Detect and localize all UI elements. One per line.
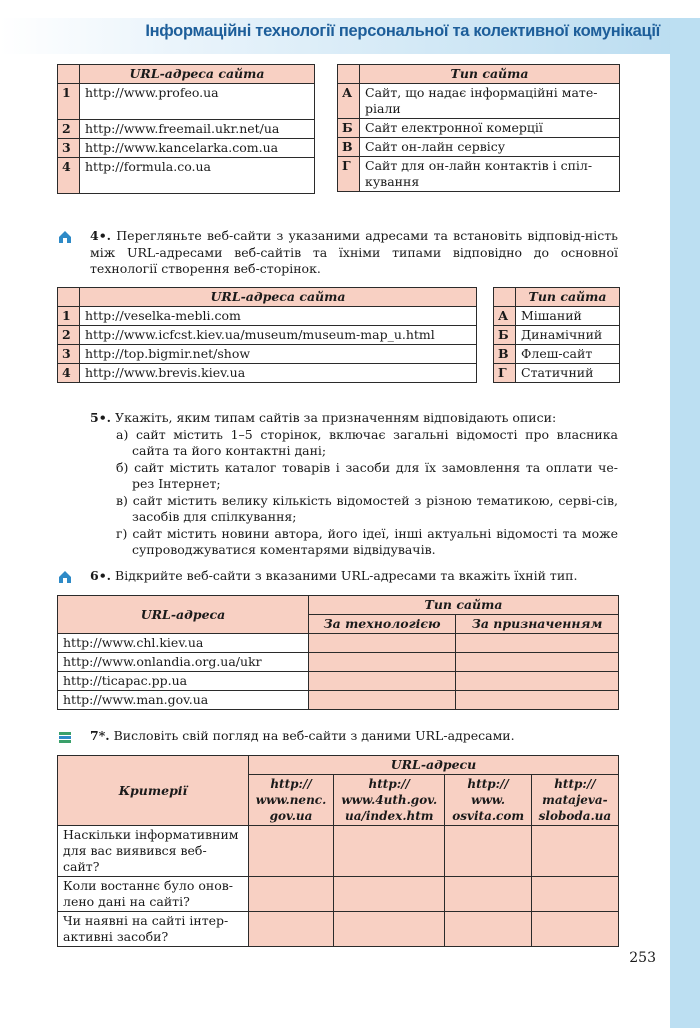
table-row-num: 3: [58, 345, 80, 364]
table2-type-header: Тип сайта: [516, 288, 620, 307]
task6: [90, 568, 618, 585]
table1-type-header: Тип сайта: [360, 65, 620, 84]
table2-url-header: URL-адреса сайта: [80, 288, 477, 307]
table-cell-empty: [456, 672, 619, 691]
table4-criteria-header: Критерії: [58, 756, 249, 826]
table-row-num: 2: [58, 326, 80, 345]
task7: [90, 728, 618, 745]
table-row-url: http://ticapac.pp.ua: [58, 672, 309, 691]
table-row-criterion: Коли востаннє було онов-лено дані на сайті?: [58, 877, 249, 912]
discussion-task-icon: [58, 730, 72, 744]
side-bar-top: [670, 0, 700, 18]
computer-task-icon: [58, 230, 72, 244]
table2-corner: [58, 288, 80, 307]
table-cell-empty: [334, 826, 445, 877]
computer-task-icon: [58, 570, 72, 584]
table4: [57, 755, 619, 947]
table-row-url: http://www.icfcst.kiev.ua/museum/museum-map_u.html: [80, 326, 477, 345]
task5-number: 5•.: [90, 410, 112, 425]
table-row-letter: Г: [494, 364, 516, 383]
table1-types-corner: [338, 65, 360, 84]
table-row-type: Сайт, що надає інформаційні мате- ріали: [360, 84, 620, 119]
task6-number: 6•.: [90, 568, 112, 583]
list-item: а) сайт містить 1–5 сторінок, включає загальні відомості про власника сайта та його контактні дані;: [116, 426, 618, 458]
table-row-letter: Г: [338, 157, 360, 192]
side-bar: [670, 0, 700, 1028]
list-item: г) сайт містить новини автора, його ідеї, інші актуальні відомості та може супроводжуватися коментарями відвідувачів.: [116, 525, 618, 557]
table-row-type: Сайт електронної комерції: [360, 119, 620, 138]
table-cell-empty: [334, 912, 445, 947]
table-row-url: http://top.bigmir.net/show: [80, 345, 477, 364]
table-cell-empty: [334, 877, 445, 912]
table2-types-corner: [494, 288, 516, 307]
table-row-num: 1: [58, 84, 80, 120]
table-row-url: http://www.brevis.kiev.ua: [80, 364, 477, 383]
task7-number: 7*.: [90, 728, 110, 743]
table3-tech-header: За технологією: [309, 615, 456, 634]
table-row-num: 4: [58, 364, 80, 383]
table3-type-header: Тип сайта: [309, 596, 619, 615]
table-row-type: Сайт он-лайн сервісу: [360, 138, 620, 157]
table4-url-col: http:// www.nenc. gov.ua: [249, 775, 334, 826]
table-cell-empty: [456, 634, 619, 653]
table-cell-empty: [531, 826, 618, 877]
task4: [90, 228, 618, 278]
table-cell-empty: [531, 877, 618, 912]
table-cell-empty: [456, 653, 619, 672]
table-row-num: 3: [58, 139, 80, 158]
task4-number: 4•.: [90, 228, 112, 243]
table-cell-empty: [456, 691, 619, 710]
page-number: 253: [629, 950, 656, 966]
task4-text: Перегляньте веб-сайти з указаними адресами та встановіть відповід-ність між URL-адресами веб-сайтів та їхніми типами відповідно до основної технології створення веб-сторінок.: [90, 228, 618, 276]
table-row-url: http://www.onlandia.org.ua/ukr: [58, 653, 309, 672]
table-row-type: Статичний: [516, 364, 620, 383]
table-row-url: http://formula.co.ua: [80, 158, 315, 194]
table-cell-empty: [445, 877, 531, 912]
table-row-letter: А: [338, 84, 360, 119]
table-row-letter: В: [338, 138, 360, 157]
table-row-type: Динамічний: [516, 326, 620, 345]
table-row-url: http://www.kancelarka.com.ua: [80, 139, 315, 158]
table-cell-empty: [309, 653, 456, 672]
table-row-url: http://www.man.gov.ua: [58, 691, 309, 710]
task7-text: Висловіть свій погляд на веб-сайти з даними URL-адресами.: [113, 728, 515, 743]
table-row-criterion: Наскільки інформативним для вас виявився веб-сайт?: [58, 826, 249, 877]
table4-url-col: http:// matajeva- sloboda.ua: [531, 775, 618, 826]
table-cell-empty: [249, 912, 334, 947]
task5-intro: Укажіть, яким типам сайтів за призначенням відповідають описи:: [115, 410, 557, 425]
list-item: б) сайт містить каталог товарів і засоби для їх замовлення та оплати че-рез Інтернет;: [116, 459, 618, 491]
table4-url-col: http:// www.4uth.gov. ua/index.htm: [334, 775, 445, 826]
table3: [57, 595, 619, 710]
table-row-type: Сайт для он-лайн контактів і спіл- кування: [360, 157, 620, 192]
task5-list: [116, 427, 618, 559]
table-row-criterion: Чи наявні на сайті інтер-активні засоби?: [58, 912, 249, 947]
table-cell-empty: [445, 826, 531, 877]
table-cell-empty: [531, 912, 618, 947]
table-row-letter: А: [494, 307, 516, 326]
table-cell-empty: [309, 672, 456, 691]
table3-purpose-header: За призначенням: [456, 615, 619, 634]
table-row-letter: Б: [338, 119, 360, 138]
table-cell-empty: [309, 634, 456, 653]
table-row-type: Мішаний: [516, 307, 620, 326]
table-row-num: 2: [58, 120, 80, 139]
table-row-letter: В: [494, 345, 516, 364]
table-cell-empty: [309, 691, 456, 710]
table-cell-empty: [249, 877, 334, 912]
table-row-url: http://www.chl.kiev.ua: [58, 634, 309, 653]
table-cell-empty: [445, 912, 531, 947]
task5: [90, 410, 618, 559]
table-row-num: 1: [58, 307, 80, 326]
table-cell-empty: [249, 826, 334, 877]
page-header-title: Інформаційні технології персональної та колективної комунікації: [145, 22, 660, 40]
table4-url-col: http:// www. osvita.com: [445, 775, 531, 826]
table2-types: [493, 287, 620, 383]
task6-text: Відкрийте веб-сайти з вказаними URL-адресами та вкажіть їхній тип.: [115, 568, 578, 583]
table1-url-header: URL-адреса сайта: [80, 65, 315, 84]
table2-urls: [57, 287, 477, 383]
table1-urls: [57, 64, 315, 194]
table-row-type: Флеш-сайт: [516, 345, 620, 364]
table4-urls-header: URL-адреси: [249, 756, 619, 775]
table-row-url: http://www.profeo.ua: [80, 84, 315, 120]
table3-url-header: URL-адреса: [58, 596, 309, 634]
table1-corner: [58, 65, 80, 84]
table-row-url: http://veselka-mebli.com: [80, 307, 477, 326]
list-item: в) сайт містить велику кількість відомостей з різною тематикою, серві-сів, засобів для спілкування;: [116, 492, 618, 524]
table-row-letter: Б: [494, 326, 516, 345]
table-row-url: http://www.freemail.ukr.net/ua: [80, 120, 315, 139]
table1-types: [337, 64, 620, 192]
table-row-num: 4: [58, 158, 80, 194]
